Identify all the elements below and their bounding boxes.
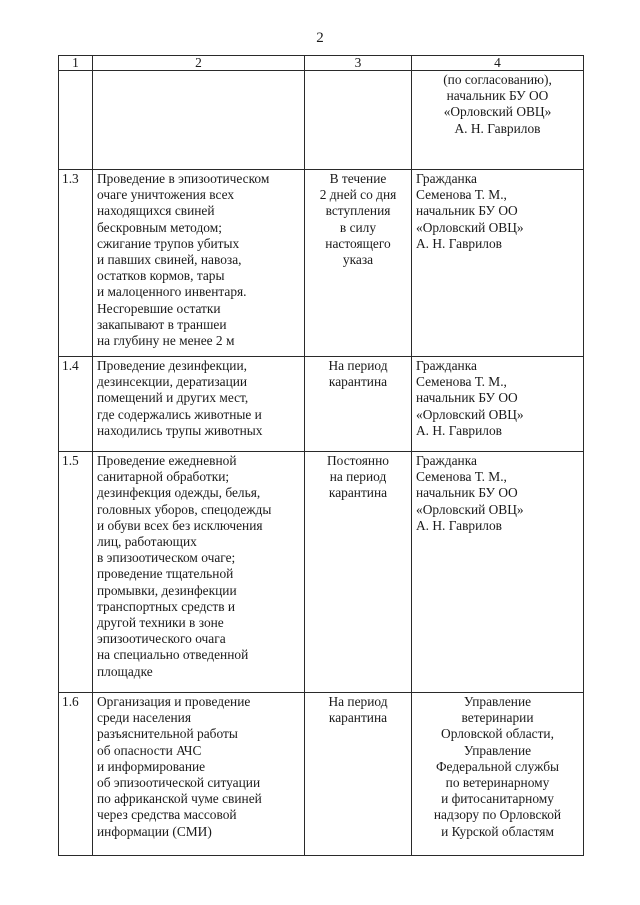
term-line: в силу	[339, 219, 377, 235]
term-line: на период	[329, 469, 387, 485]
term-line: карантина	[328, 710, 388, 726]
responsible-cell	[412, 170, 584, 357]
measure-line: закапывают в траншеи	[97, 316, 227, 332]
term-cell	[305, 452, 412, 693]
measure-line: Проведение в эпизоотическом	[97, 171, 270, 186]
measure-line: Проведение дезинфекции,	[97, 358, 247, 373]
responsible-line: «Орловский ОВЦ»	[416, 406, 524, 422]
term-line: вступления	[325, 203, 391, 219]
measure-line: об эпизоотической ситуации	[97, 775, 261, 791]
term-line: В течение	[329, 171, 387, 186]
responsible-line: «Орловский ОВЦ»	[443, 104, 552, 120]
responsible-line: «Орловский ОВЦ»	[416, 219, 524, 235]
responsible-line: начальник БУ ОО	[446, 88, 549, 104]
measure-cell	[93, 357, 305, 452]
column-number-4: 4	[412, 56, 584, 71]
measure-line: бескровным методом;	[97, 219, 222, 235]
responsible-line: Управление	[463, 742, 532, 758]
measure-line: лиц, работающих	[97, 534, 197, 550]
responsible-line: А. Н. Гаврилов	[416, 235, 502, 251]
measure-line: другой техники в зоне	[97, 615, 224, 631]
measure-line: на глубину не менее 2 м	[97, 333, 235, 349]
responsible-line: Гражданка	[416, 358, 477, 373]
measure-line: где содержались животные и	[97, 406, 262, 422]
measure-line: и обуви всех без исключения	[97, 517, 263, 533]
measure-cell	[93, 452, 305, 693]
responsible-line: начальник БУ ОО	[416, 485, 518, 501]
measure-line: дезинсекции, дератизации	[97, 374, 248, 390]
column-number-2: 2	[93, 56, 305, 71]
measure-cell	[93, 693, 305, 856]
measure-line: разъяснительной работы	[97, 726, 238, 742]
measure-line: на специально отведенной	[97, 647, 249, 663]
measure-line: дезинфекция одежды, белья,	[97, 485, 261, 501]
responsible-line: Гражданка	[416, 453, 477, 468]
responsible-line: Семенова Т. М.,	[416, 374, 507, 390]
measure-line: остатков кормов, тары	[97, 268, 225, 284]
measures-table	[58, 55, 584, 856]
measure-line: по африканской чуме свиней	[97, 791, 262, 807]
term-line: 2 дней со дня	[319, 187, 397, 203]
measure-line: и информирование	[97, 758, 206, 774]
table-header-row	[59, 56, 584, 71]
measure-line: находились трупы животных	[97, 422, 263, 438]
column-number-3: 3	[305, 56, 412, 71]
term-line: карантина	[328, 485, 388, 501]
item-number	[59, 71, 93, 170]
measure-line: Организация и проведение	[97, 694, 251, 709]
responsible-line: Федеральной службы	[435, 758, 560, 774]
measure-line: информации (СМИ)	[97, 823, 212, 839]
measure-line: санитарной обработки;	[97, 469, 230, 485]
item-number: 1.6	[59, 693, 93, 856]
responsible-line: начальник БУ ОО	[416, 203, 518, 219]
responsible-line: по ветеринарному	[445, 775, 550, 791]
responsible-line: Управление	[463, 694, 532, 709]
term-line: указа	[342, 252, 374, 268]
measure-line: Несгоревшие остатки	[97, 300, 221, 316]
measure-cell	[93, 170, 305, 357]
term-cell	[305, 170, 412, 357]
measure-line: сжигание трупов убитых	[97, 235, 240, 251]
page-number: 2	[316, 30, 324, 46]
measure-line: очаге уничтожения всех	[97, 187, 235, 203]
measure-line: транспортных средств и	[97, 598, 236, 614]
measure-line: и малоценного инвентаря.	[97, 284, 247, 300]
measure-line: площадке	[97, 663, 153, 679]
table-row	[59, 71, 584, 170]
measure-line: эпизоотического очага	[97, 631, 226, 647]
measure-line: проведение тщательной	[97, 566, 234, 582]
responsible-line: А. Н. Гаврилов	[416, 517, 502, 533]
responsible-line: (по согласованию),	[443, 72, 552, 87]
responsible-line: начальник БУ ОО	[416, 390, 518, 406]
responsible-line: «Орловский ОВЦ»	[416, 501, 524, 517]
term-line: карантина	[328, 374, 388, 390]
measure-line: среди населения	[97, 710, 192, 726]
responsible-line: Семенова Т. М.,	[416, 469, 507, 485]
responsible-line: Гражданка	[416, 171, 477, 186]
item-number: 1.5	[59, 452, 93, 693]
responsible-cell	[412, 452, 584, 693]
measure-line: и павших свиней, навоза,	[97, 252, 242, 268]
measure-line: промывки, дезинфекции	[97, 582, 237, 598]
measure-line: об опасности АЧС	[97, 742, 202, 758]
term-line: настоящего	[325, 235, 391, 251]
item-number: 1.4	[59, 357, 93, 452]
term-line: Постоянно	[327, 453, 389, 468]
term-line: На период	[328, 358, 388, 373]
measure-line: Проведение ежедневной	[97, 453, 237, 468]
responsible-line: и Курской областям	[441, 823, 554, 839]
term-line: На период	[328, 694, 388, 709]
measure-line: помещений и других мест,	[97, 390, 249, 406]
responsible-cell	[412, 693, 584, 856]
measure-line: находящихся свиней	[97, 203, 215, 219]
responsible-line: Орловской области,	[441, 726, 554, 742]
term-cell	[305, 357, 412, 452]
measure-line: головных уборов, спецодежды	[97, 501, 272, 517]
responsible-cell	[412, 357, 584, 452]
term-cell	[305, 693, 412, 856]
responsible-line: А. Н. Гаврилов	[454, 120, 541, 136]
measure-line: через средства массовой	[97, 807, 237, 823]
responsible-line: А. Н. Гаврилов	[416, 422, 502, 438]
table-row	[59, 693, 584, 856]
responsible-line: надзору по Орловской	[433, 807, 562, 823]
responsible-line: ветеринарии	[461, 710, 534, 726]
table-row	[59, 170, 584, 357]
responsible-cell	[412, 71, 584, 170]
measure-cell	[93, 71, 305, 170]
table-row	[59, 452, 584, 693]
item-number: 1.3	[59, 170, 93, 357]
responsible-line: Семенова Т. М.,	[416, 187, 507, 203]
responsible-line: и фитосанитарному	[441, 791, 554, 807]
table-row	[59, 357, 584, 452]
term-cell	[305, 71, 412, 170]
measure-line: в эпизоотическом очаге;	[97, 550, 236, 566]
column-number-1: 1	[59, 56, 93, 71]
